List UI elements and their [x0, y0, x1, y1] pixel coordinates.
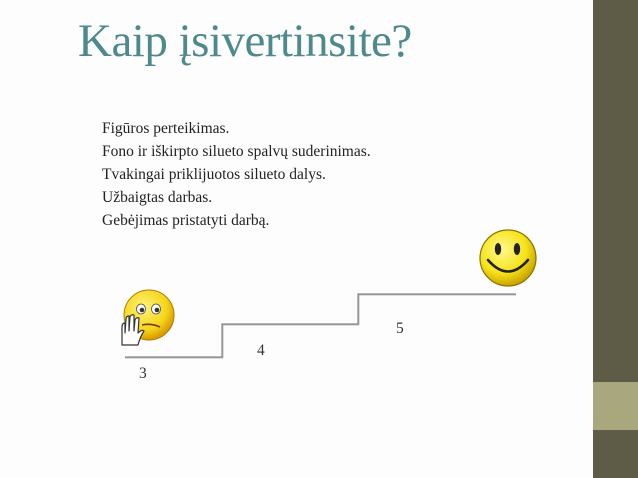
happy-smiley-icon: [476, 227, 540, 289]
criteria-item: Gebėjimas pristatyti darbą.: [102, 212, 270, 229]
criteria-item: Fono ir iškirpto silueto spalvų suderinimas.: [102, 143, 371, 160]
step-label-3: 3: [139, 365, 147, 382]
staircase-shadow: [125, 295, 516, 358]
thinking-smiley-icon: [116, 287, 178, 347]
step-label-5: 5: [396, 320, 404, 337]
criteria-item: Užbaigtas darbas.: [102, 189, 213, 206]
criteria-item: Figūros perteikimas.: [102, 120, 230, 137]
criteria-item: Tvakingai priklijuotos silueto dalys.: [102, 166, 326, 183]
step-label-4: 4: [257, 342, 265, 359]
slide-title: Kaip įsivertinsite?: [78, 15, 412, 67]
